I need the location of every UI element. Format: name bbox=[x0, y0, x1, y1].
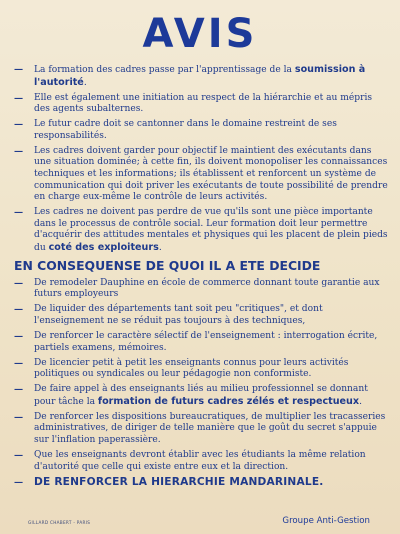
bullet-dash: — bbox=[14, 476, 24, 488]
decision-text: De faire appel à des enseignants liés au milieu professionnel se donnant pour tâche la bbox=[34, 384, 368, 407]
decision-heading: EN CONSEQUENSE DE QUOI IL A ETE DECIDE bbox=[14, 257, 321, 273]
decision-item bbox=[14, 278, 390, 301]
bullet-dash: — bbox=[14, 357, 24, 369]
decision-text: De renforcer le caractère sélectif de l'enseignement : interrogation écrite, partiels examens, mémoires. bbox=[34, 331, 378, 353]
decision-highlight: formation de futurs cadres zélés et respectueux bbox=[97, 395, 360, 407]
poster-body bbox=[14, 64, 390, 492]
bullet-dash: — bbox=[14, 411, 24, 423]
statement-item bbox=[14, 119, 390, 142]
decision-text: Que les enseignants devront établir avec les étudiants la même relation d'autorité que celle qui existe entre eux et la direction. bbox=[34, 449, 366, 472]
statement-highlight: soumission à l'autorité bbox=[34, 64, 366, 88]
bullet-dash: — bbox=[14, 207, 24, 219]
statement-item bbox=[14, 93, 390, 116]
decision-text: De licencier petit à petit les enseignants connus pour leurs activités politiques ou syndicales ou leur pédagogie non conformiste. bbox=[34, 357, 349, 380]
decision-text: De liquider des départements tant soit peu "critiques", et dont l'enseignement ne se réduit pas toujours à des techniques, bbox=[34, 304, 323, 327]
statement-item bbox=[14, 207, 390, 254]
statement-text: Elle est également une initiation au respect de la hiérarchie et au mépris des agents subalternes. bbox=[34, 92, 373, 115]
final-decision-text: DE RENFORCER LA HIERARCHIE MANDARINALE. bbox=[34, 475, 324, 488]
decision-end: . bbox=[359, 396, 362, 407]
group-signature: Groupe Anti-Gestion bbox=[282, 516, 370, 526]
poster-title: AVIS bbox=[142, 11, 258, 57]
statement-text: Les cadres ne doivent pas perdre de vue qu'ils sont une pièce importante dans le processus de contrôle social. Leur formation doit leur permettre d'acquérir des attitudes mentales et physiques qui les placent de plein pieds du bbox=[34, 207, 388, 253]
bullet-dash: — bbox=[14, 304, 24, 316]
bullet-dash: — bbox=[14, 331, 24, 343]
bullet-dash: — bbox=[14, 277, 24, 289]
statement-item bbox=[14, 146, 390, 204]
statement-text: Les cadres doivent garder pour objectif le maintient des exécutants dans une situation dominée; à cette fin, ils doivent monopoliser les connaissances techniques et les informations; ils établissent et renforcent un système de communication qui doit priver les exécutants de toute possibilité de prendre en charge eux-même le contrôle de leurs activités. bbox=[34, 145, 388, 203]
decision-item bbox=[14, 412, 390, 447]
decision-text: De renforcer les dispositions bureaucratiques, de multiplier les tracasseries administratives, de diriger de telle manière que le goût du secret s'appuie sur l'inflation paperassière. bbox=[34, 411, 386, 445]
statement-highlight: coté des exploiteurs bbox=[48, 241, 159, 253]
final-decision bbox=[14, 477, 390, 490]
decision-item bbox=[14, 331, 390, 354]
statement-end: . bbox=[83, 77, 87, 88]
decision-item bbox=[14, 358, 390, 381]
bullet-dash: — bbox=[14, 449, 24, 461]
bullet-dash: — bbox=[14, 384, 24, 396]
decision-item bbox=[14, 384, 390, 408]
decision-item bbox=[14, 304, 390, 327]
bullet-dash: — bbox=[14, 64, 24, 75]
statement-text: La formation des cadres passe par l'apprentissage de la bbox=[34, 65, 295, 75]
statement-item bbox=[14, 64, 390, 89]
bullet-dash: — bbox=[14, 92, 24, 104]
statement-end: . bbox=[158, 242, 162, 253]
statement-text: Le futur cadre doit se cantonner dans le domaine restreint de ses responsabilités. bbox=[34, 119, 337, 141]
printer-credit: GILLARD CHABERT - PARIS bbox=[28, 520, 91, 525]
bullet-dash: — bbox=[14, 119, 24, 131]
bullet-dash: — bbox=[14, 145, 24, 157]
decision-item bbox=[14, 450, 390, 473]
decision-text: De remodeler Dauphine en école de commerce donnant toute garantie aux futurs employeurs bbox=[34, 277, 380, 300]
